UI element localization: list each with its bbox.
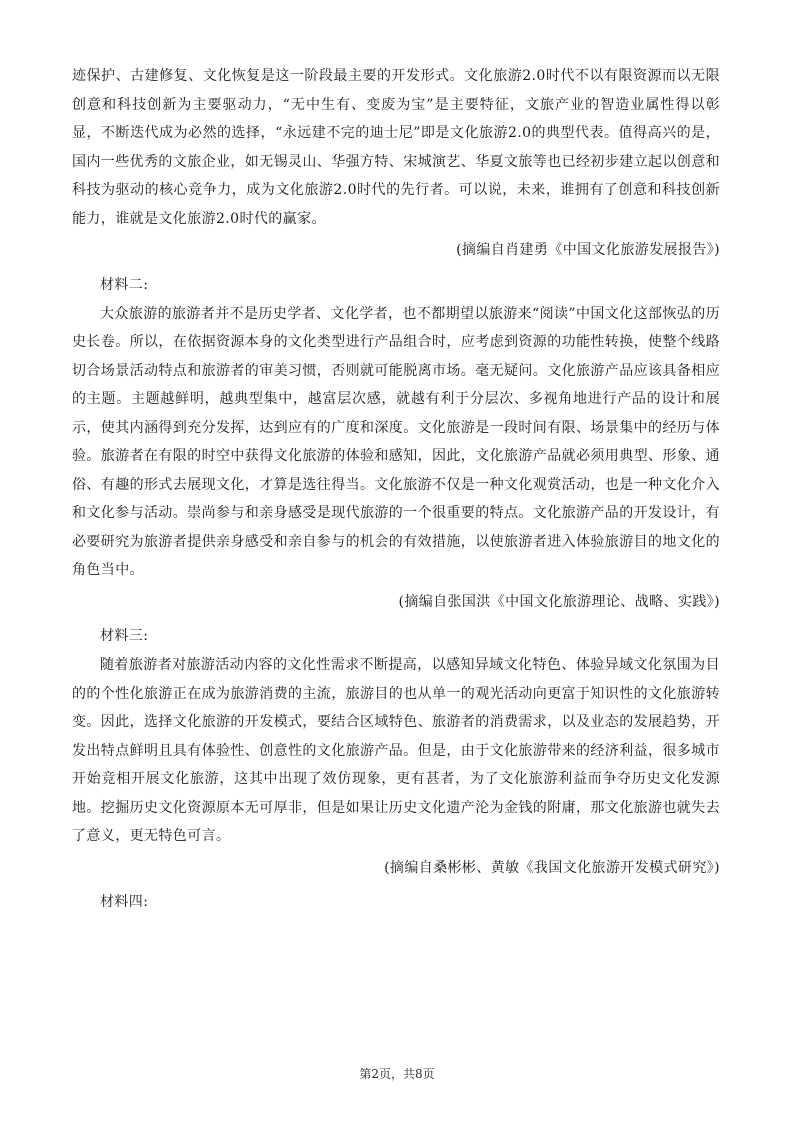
material-three-source: (摘编自桑彬彬、黄敏《我国文化旅游开发模式研究》) (384, 859, 720, 876)
material-one-continuation: 迹保护、古建修复、文化恢复是这一阶段最主要的开发形式。文化旅游2.0时代不以有限资源而以无限创意和科技创新为主要驱动力，“无中生有、变废为宝”是主要特征，文旅产业的智造业属性得以彰显，不断迭代成为必然的选择，“永远建不完的迪士尼”即是文化旅游2.0的典型代表。值得高兴的是，国内一些优秀的文旅企业，如无锡灵山、华强方特、宋城演艺、华夏文旅等也已经初步建立起以创意和科技为驱动的核心竞争力，成为文化旅游2.0时代的先行者。可以说，未来，谁拥有了创意和科技创新能力，谁就是文化旅游2.0时代的赢家。 (72, 68, 720, 227)
material-three-body: 随着旅游者对旅游活动内容的文化性需求不断提高，以感知异域文化特色、体验异域文化氛围为目的的个性化旅游正在成为旅游消费的主流，旅游目的也从单一的观光活动向更富于知识性的文化旅游转变。因此，选择文化旅游的开发模式，要结合区域特色、旅游者的消费需求，以及业态的发展趋势，开发出特点鲜明且具有体验性、创意性的文化旅游产品。但是，由于文化旅游带来的经济利益，很多城市开始竞相开展文化旅游，这其中出现了效仿现象，更有甚者，为了文化旅游利益而争夺历史文化发源地。挖掘历史文化资源原本无可厚非，但是如果让历史文化遗产沦为金钱的附庸，那文化旅游也就失去了意义，更无特色可言。 (72, 657, 720, 844)
material-one-source: (摘编自肖建勇《中国文化旅游发展报告》) (456, 242, 720, 258)
material-two-source: (摘编自张国洪《中国文化旅游理论、战略、实践》) (398, 593, 720, 610)
material-four-heading: 材料四: (100, 894, 149, 910)
material-three-heading: 材料三: (100, 628, 149, 644)
document-body (72, 62, 720, 917)
page-number-footer: 第2页，共8页 (359, 1067, 435, 1081)
material-two-heading: 材料二: (100, 276, 149, 293)
material-two-body: 大众旅游的旅游者并不是历史学者、文化学者，也不都期望以旅游来“阅读”中国文化这部恢弘的历史长卷。所以，在依据资源本身的文化类型进行产品组合时，应考虑到资源的功能性转换，使整个线路切合场景活动特点和旅游者的审美习惯，否则就可能脱离市场。毫无疑问。文化旅游产品应该具备相应的主题。主题越鲜明，越典型集中，越富层次感，就越有利于分层次、多视角地进行产品的设计和展示，使其内涵得到充分发挥，达到应有的广度和深度。文化旅游是一段时间有限、场景集中的经历与体验。旅游者在有限的时空中获得文化旅游的体验和感知，因此，文化旅游产品就必须用典型、形象、通俗、有趣的形式去展现文化，才算是选往得当。文化旅游不仅是一种文化观赏活动，也是一种文化介入和文化参与活动。崇尚参与和亲身感受是现代旅游的一个很重要的特点。文化旅游产品的开发设计，有必要研究为旅游者提供亲身感受和亲自参与的机会的有效措施，以使旅游者进入体验旅游目的地文化的角色当中。 (72, 305, 720, 578)
